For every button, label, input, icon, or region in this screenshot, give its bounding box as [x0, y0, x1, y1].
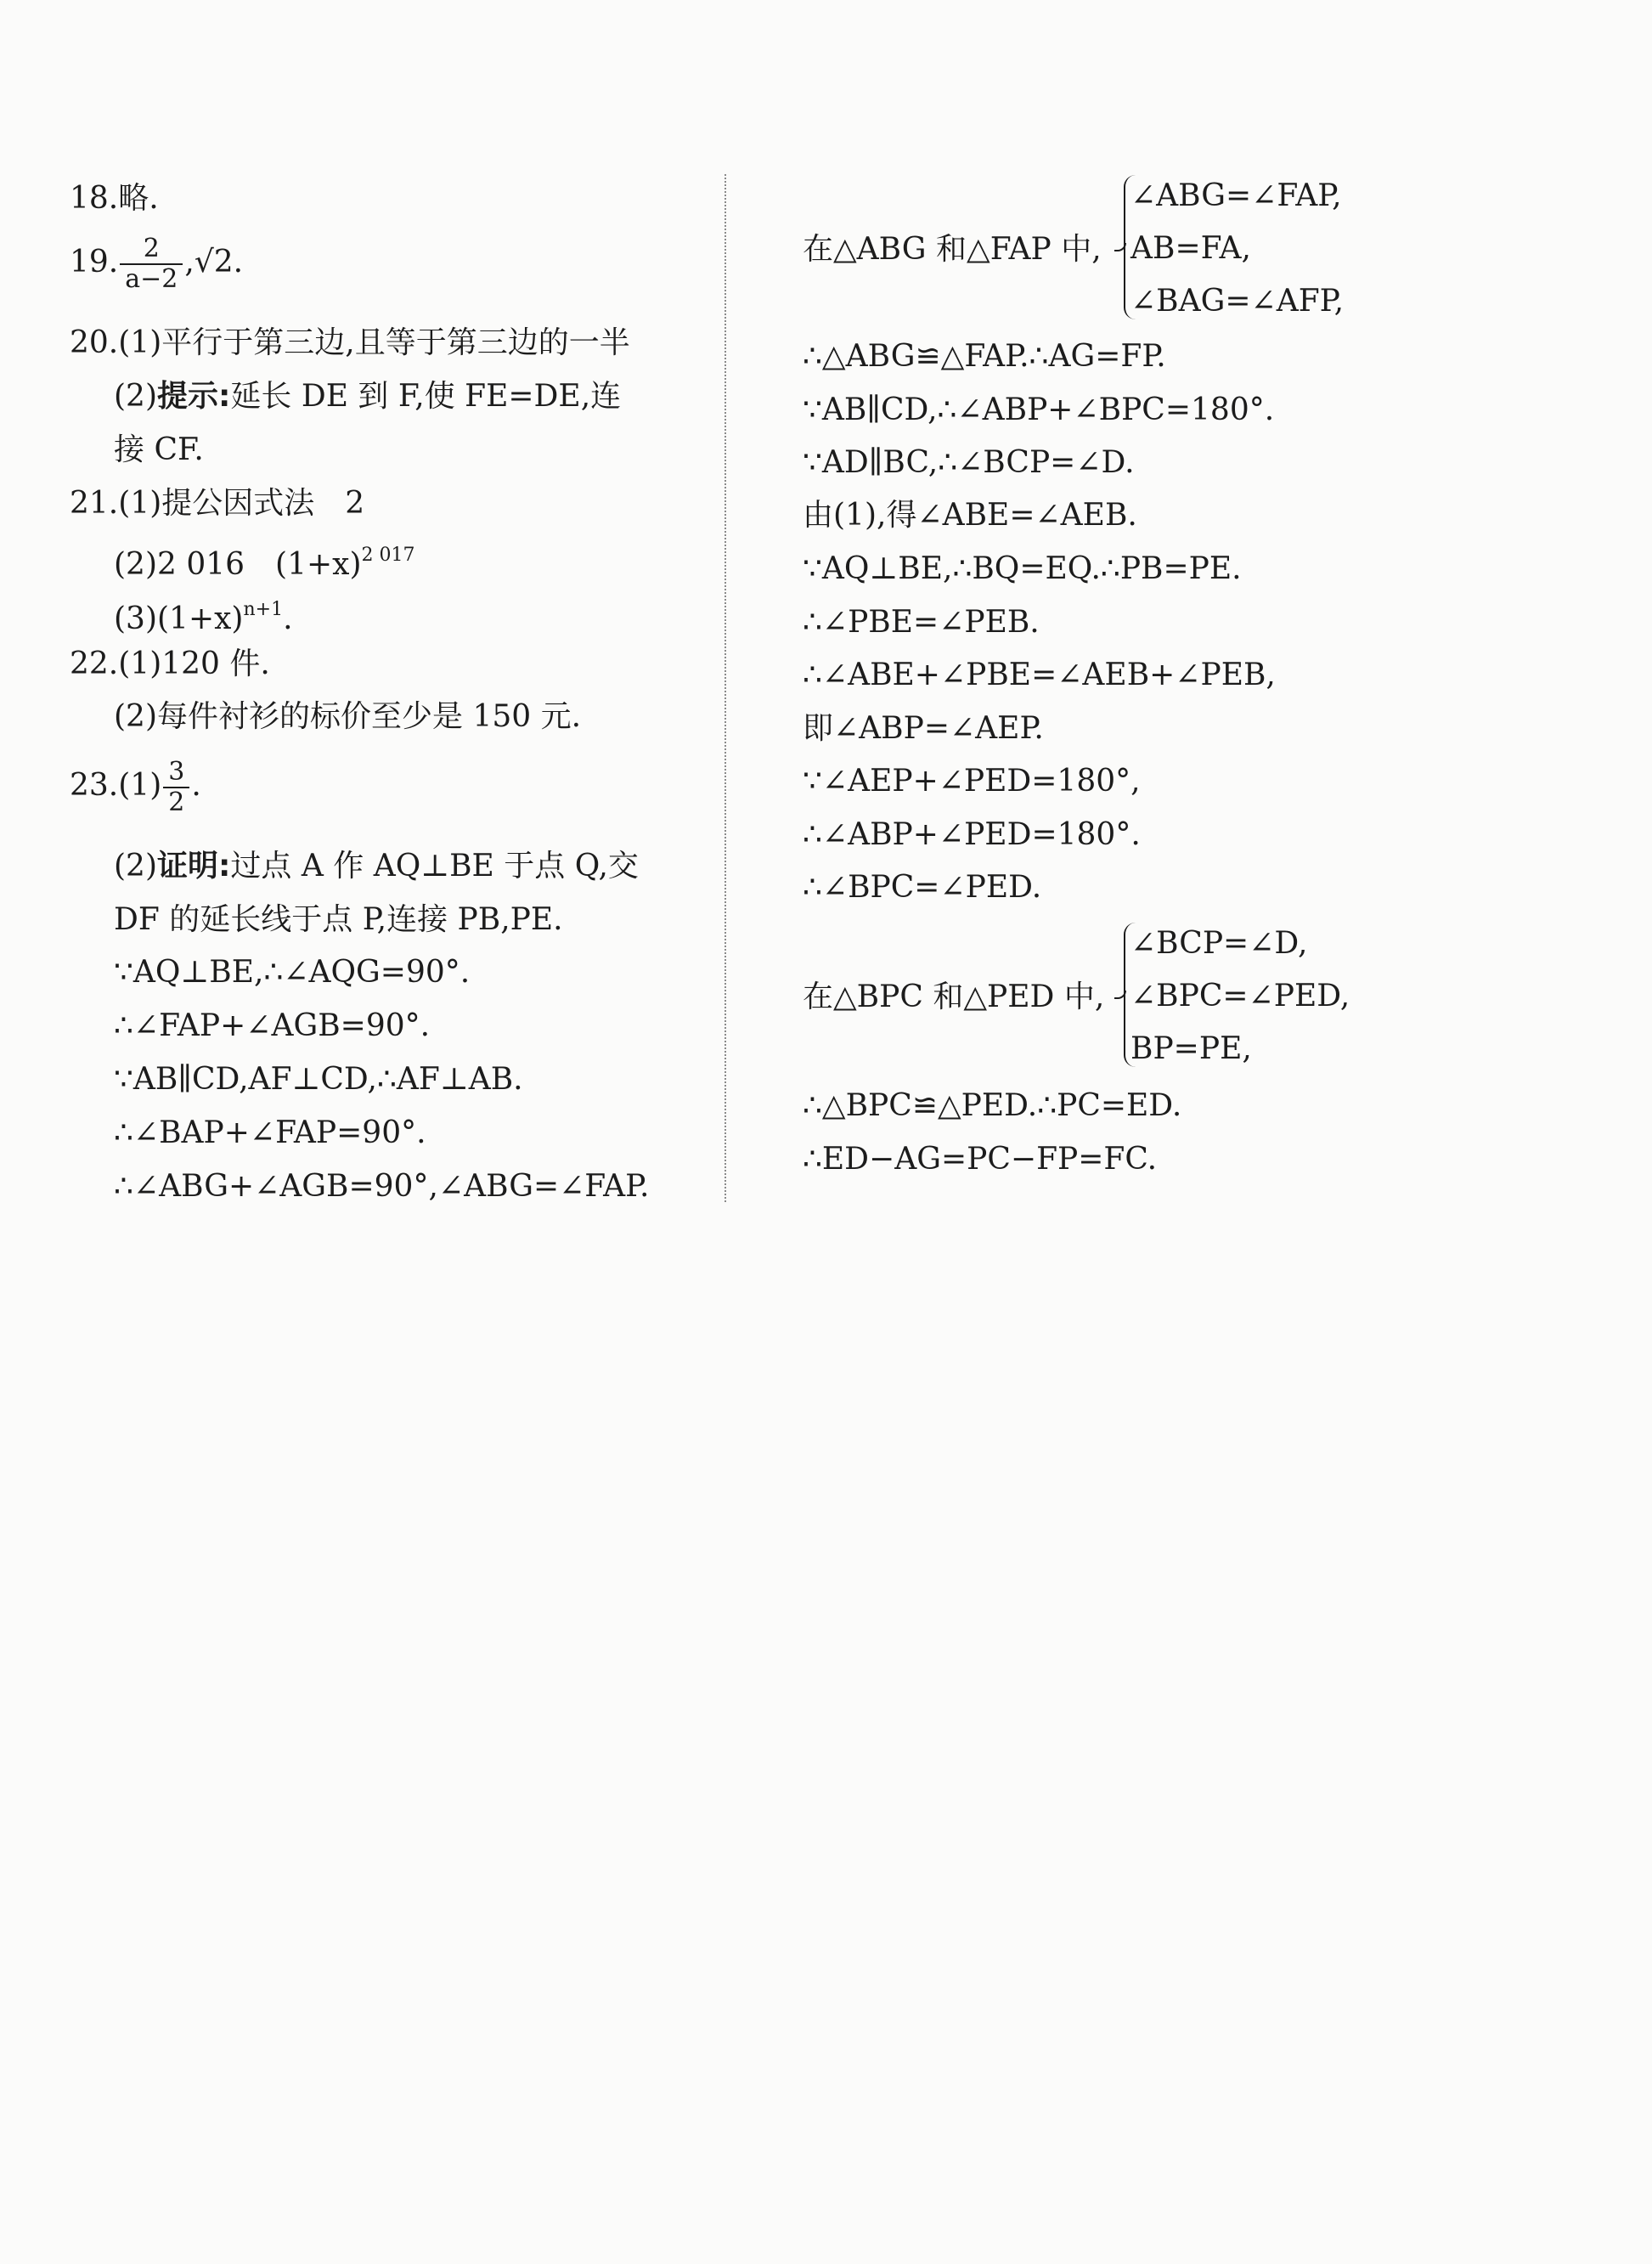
proof-line: ∴∠BAP+∠FAP=90°. — [114, 1115, 426, 1150]
proof-line: ∵AB∥CD,∴∠ABP+∠BPC=180°. — [803, 392, 1275, 427]
hint-label: 提示: — [157, 379, 231, 414]
proof-line: ∴∠ABE+∠PBE=∠AEB+∠PEB, — [803, 658, 1276, 692]
proof-line: ∵∠AEP+∠PED=180°, — [803, 764, 1141, 799]
fraction: $\frac{2}{a-2}$ — [120, 234, 183, 294]
proof-line: ∴∠ABP+∠PED=180°. — [803, 817, 1141, 852]
proof-line: ∵AQ⊥BE,∴BQ=EQ.∴PB=PE. — [803, 551, 1242, 586]
system-conditions: ∠BCP=∠D, ∠BPC=∠PED, BP=PE, — [1130, 926, 1350, 1066]
answer-21-3: $(3)(1+x)^{n+1}$. — [114, 599, 293, 636]
proof-line: ∵AB∥CD,AF⊥CD,∴AF⊥AB. — [114, 1062, 523, 1097]
proof-label: 证明: — [157, 849, 231, 884]
proof-line: ∴∠ABG+∠AGB=90°,∠ABG=∠FAP. — [114, 1169, 650, 1204]
system-conditions: ∠ABG=∠FAP, AB=FA, ∠BAG=∠AFP, — [1130, 178, 1345, 319]
answer-21-2: (2)2 016 $(1+x)^{2 017}$ — [114, 545, 415, 582]
answer-23-2: (2)证明:过点 A 作 AQ⊥BE 于点 Q,交 — [114, 849, 639, 884]
proof-line: ∴∠PBE=∠PEB. — [803, 605, 1040, 640]
proof-line: ∴ED−AG=PC−FP=FC. — [803, 1142, 1158, 1177]
proof-line: 由(1),得∠ABE=∠AEB. — [803, 498, 1137, 533]
proof-line: 即∠ABP=∠AEP. — [803, 711, 1044, 746]
answer-23-2-cont: DF 的延长线于点 P,连接 PB,PE. — [114, 902, 563, 937]
answer-20-1: 20.(1)平行于第三边,且等于第三边的一半 — [70, 325, 630, 360]
proof-line: ∴∠FAP+∠AGB=90°. — [114, 1008, 431, 1043]
answer-19: 19. $\frac{2}{a-2}$ ,√2. — [70, 234, 244, 294]
congruence-system-2: 在△BPC 和△PED 中, ∠BCP=∠D, ∠BPC=∠PED, BP=PE, — [803, 917, 1414, 1079]
proof-line: ∵AD∥BC,∴∠BCP=∠D. — [803, 445, 1135, 480]
answer-22-2: (2)每件衬衫的标价至少是 150 元. — [114, 699, 582, 734]
proof-line: ∴△BPC≌△PED.∴PC=ED. — [803, 1088, 1182, 1123]
congruence-system-1: 在△ABG 和△FAP 中, ∠ABG=∠FAP, AB=FA, ∠BAG=∠AFP, — [803, 170, 1414, 331]
answer-22-1: 22.(1)120 件. — [70, 646, 270, 681]
fraction: $\frac{3}{2}$ — [163, 758, 189, 817]
answer-23-1: 23.(1) $\frac{3}{2}$ . — [70, 757, 201, 817]
answer-21-1: 21.(1)提公因式法 2 — [70, 486, 365, 521]
answer-20-2-cont: 接 CF. — [114, 432, 204, 467]
proof-line: ∴∠BPC=∠PED. — [803, 870, 1042, 905]
proof-line: ∴△ABG≌△FAP.∴AG=FP. — [803, 339, 1166, 374]
proof-line: ∵AQ⊥BE,∴∠AQG=90°. — [114, 955, 471, 990]
answer-20-2: (2)提示:延长 DE 到 F,使 FE=DE,连 — [114, 379, 622, 414]
column-divider — [725, 174, 726, 1202]
answer-18: 18.略. — [70, 181, 159, 216]
